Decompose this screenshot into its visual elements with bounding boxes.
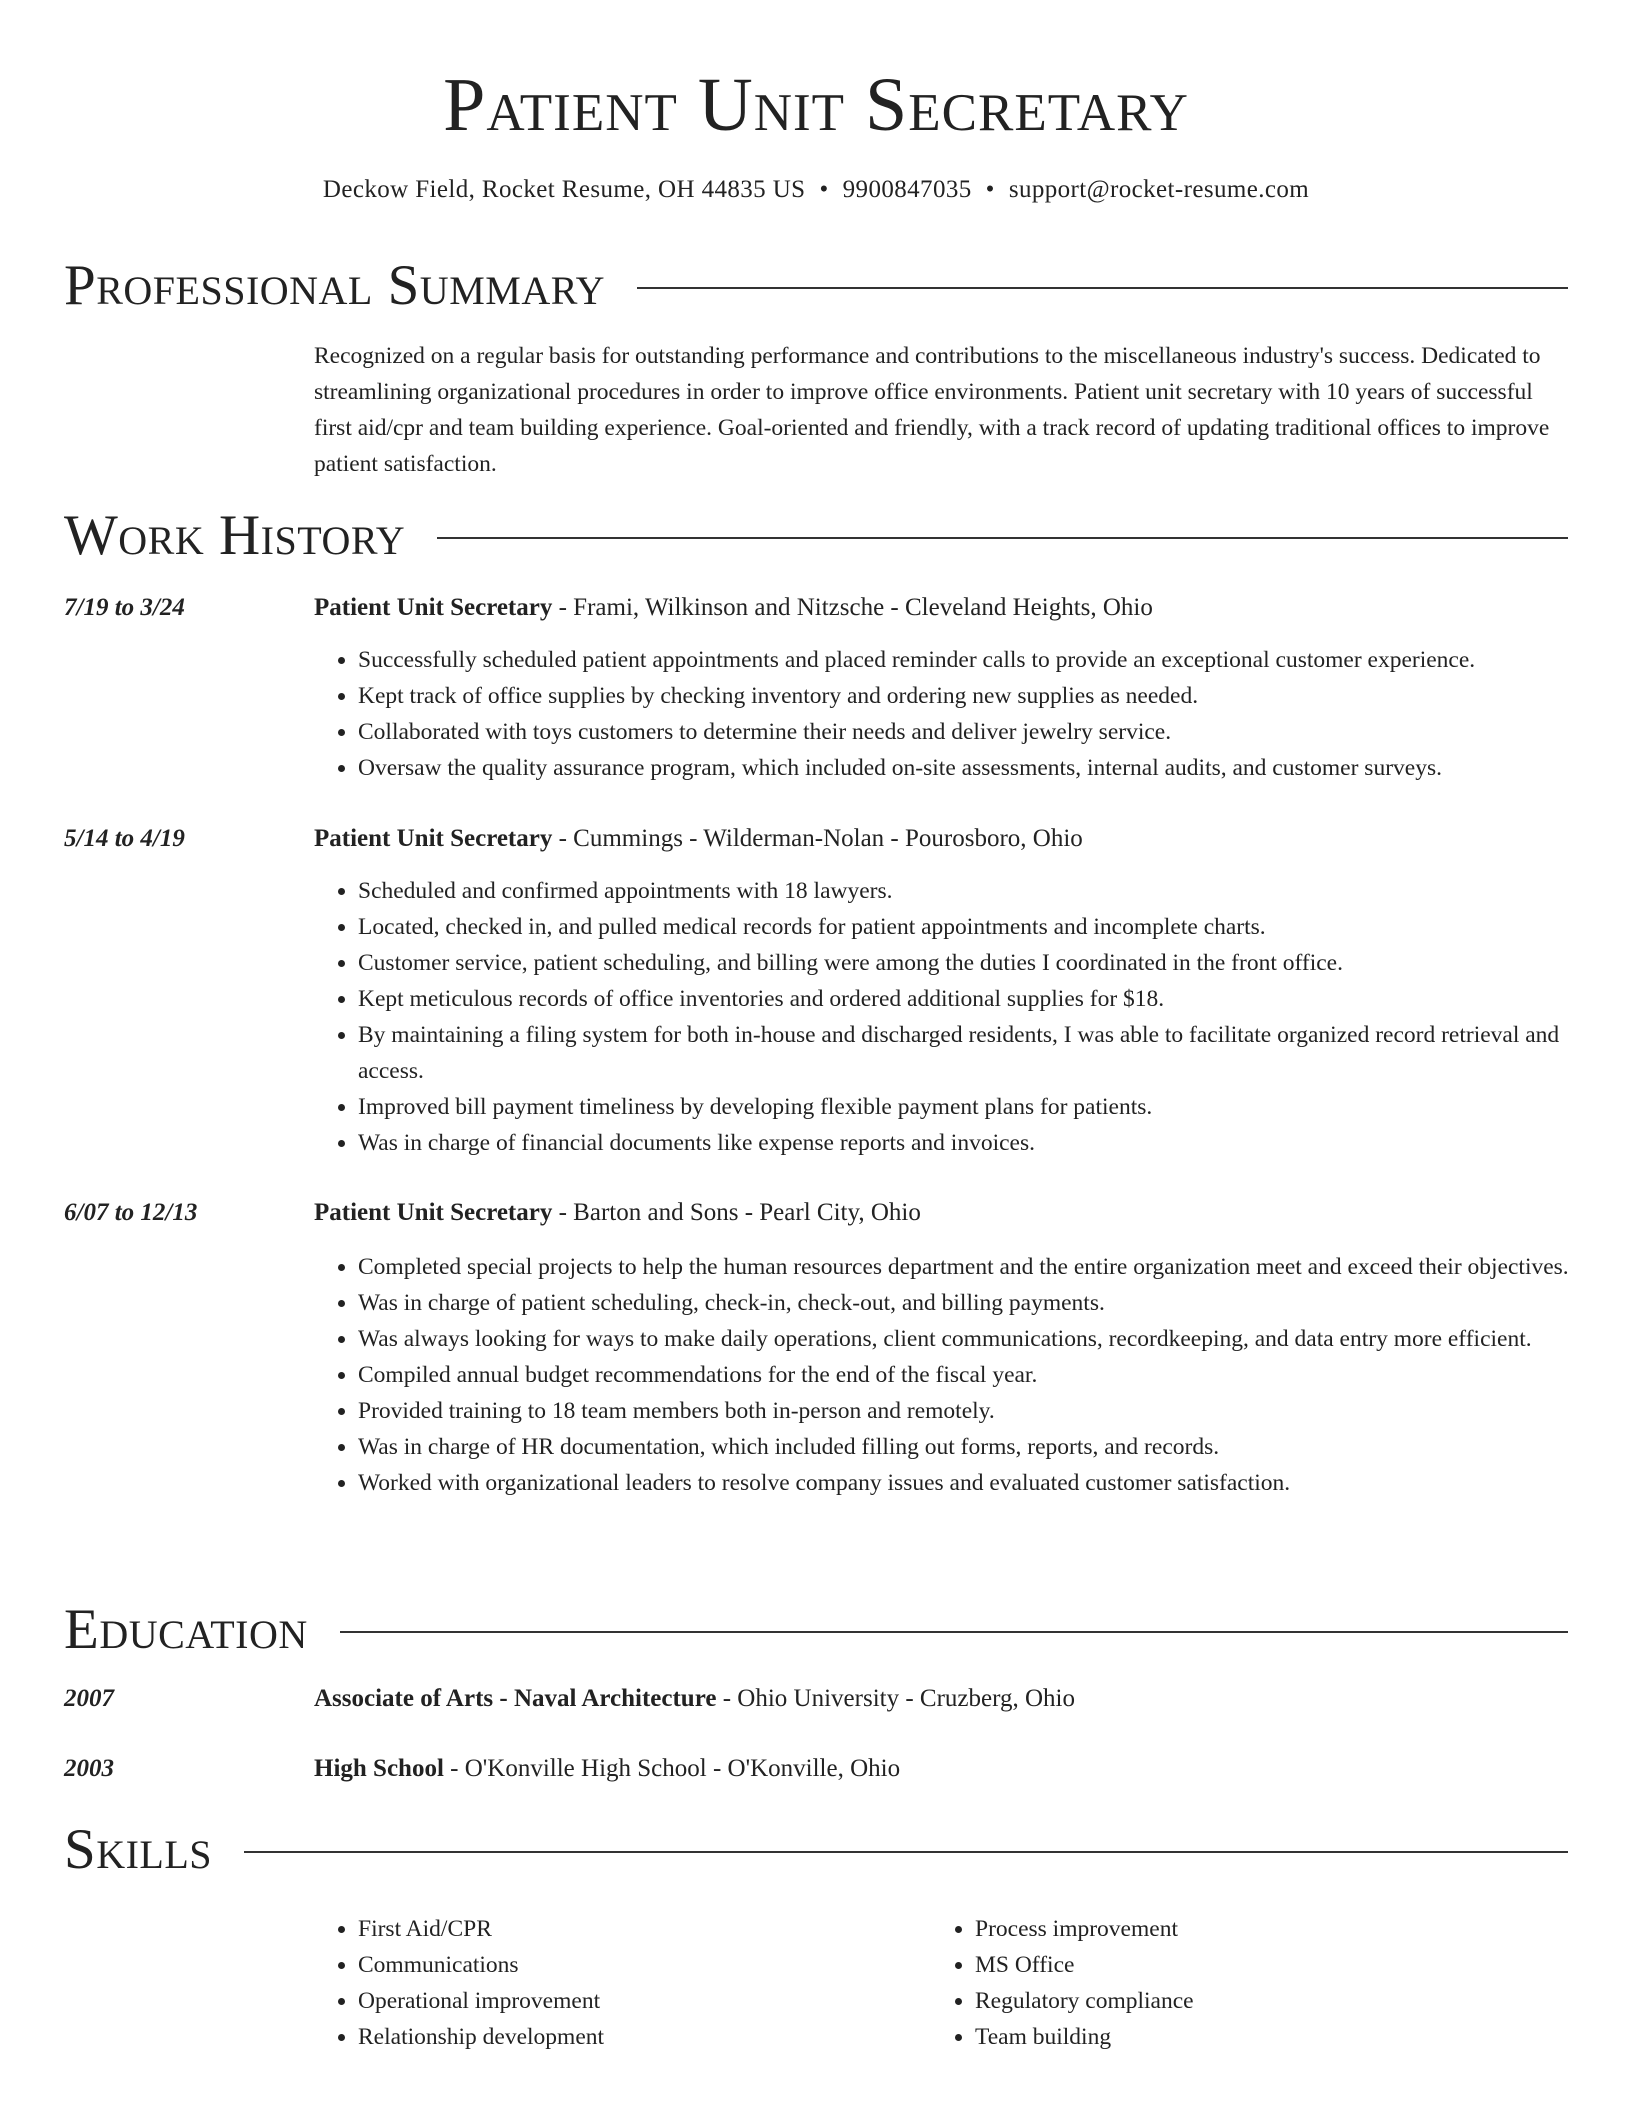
list-item: • Scheduled and confirmed appointments with 18 lawyers. [358,873,1608,909]
education-school: - Ohio University - Cruzberg, Ohio [716,1685,1075,1712]
education-year: 2003 [64,1755,114,1782]
list-item: • Improved bill payment timeliness by developing flexible payment plans for patients. [358,1089,1608,1125]
list-item: • Compiled annual budget recommendations for the end of the fiscal year. [358,1357,1608,1393]
job-employer: - Cummings - Wilderman-Nolan - Pourosboro, Ohio [552,825,1083,852]
education-year: 2007 [64,1685,114,1712]
job-bullets [314,1249,1608,1501]
education-line [314,1683,1564,1715]
section-title-work: Work History [64,504,406,567]
skills-list-right [931,1911,1535,2055]
education-line [314,1753,1564,1785]
list-item: • Was in charge of HR documentation, which included filling out forms, reports, and records. [358,1429,1608,1465]
section-divider [244,1851,1568,1853]
job-bullets [314,873,1608,1161]
skills-section-heading [64,1819,1568,1881]
job-title-line [314,1197,1564,1229]
job-bullets [314,642,1608,786]
list-item: • Worked with organizational leaders to resolve company issues and evaluated customer satisfaction. [358,1465,1608,1501]
work-section-heading [64,505,1568,567]
education-school: - O'Konville High School - O'Konville, Ohio [443,1755,901,1782]
list-item: • Was in charge of financial documents like expense reports and invoices. [358,1125,1608,1161]
list-item: • Provided training to 18 team members both in-person and remotely. [358,1393,1608,1429]
list-item: • Was in charge of patient scheduling, check-in, check-out, and billing payments. [358,1285,1608,1321]
contact-email: support@rocket-resume.com [1008,176,1310,203]
list-item: • Kept meticulous records of office inventories and ordered additional supplies for $18. [358,981,1608,1017]
summary-section-heading [64,255,1568,317]
skill-item: • Team building [975,2019,1535,2055]
section-divider [340,1631,1568,1633]
contact-phone: 9900847035 [842,176,972,203]
list-item: • Completed special projects to help the human resources department and the entire organization meet and exceed their objectives. [358,1249,1608,1285]
list-item: • By maintaining a filing system for both in-house and discharged residents, I was able to facilitate organized record retrieval and access. [358,1017,1608,1089]
job-title: Patient Unit Secretary [314,1199,553,1226]
job-dates: 5/14 to 4/19 [64,825,185,852]
list-item: • Oversaw the quality assurance program, which included on-site assessments, internal audits, and customer surveys. [358,750,1608,786]
section-divider [637,287,1568,289]
skill-item: • Operational improvement [358,1983,918,2019]
job-employer: - Frami, Wilkinson and Nitzsche - Cleveland Heights, Ohio [552,594,1153,621]
skill-item: • Process improvement [975,1911,1535,1947]
education-degree: High School [314,1755,444,1782]
skills-list-left [314,1911,918,2055]
section-title-summary: Professional Summary [64,254,606,317]
candidate-name: Patient Unit Secretary [443,63,1189,147]
skill-item: • Regulatory compliance [975,1983,1535,2019]
list-item: • Collaborated with toys customers to determine their needs and deliver jewelry service. [358,714,1608,750]
skill-item: • MS Office [975,1947,1535,1983]
education-degree: Associate of Arts - Naval Architecture [314,1685,717,1712]
contact-line [0,175,1632,205]
job-title-line [314,823,1564,855]
skill-item: • Relationship development [358,2019,918,2055]
job-dates: 7/19 to 3/24 [64,594,185,621]
contact-separator: • [985,176,995,203]
list-item: • Located, checked in, and pulled medical records for patient appointments and incomplete charts. [358,909,1608,945]
contact-separator: • [819,176,829,203]
job-employer: - Barton and Sons - Pearl City, Ohio [552,1199,921,1226]
contact-address: Deckow Field, Rocket Resume, OH 44835 US [322,176,806,203]
list-item: • Kept track of office supplies by checking inventory and ordering new supplies as needed. [358,678,1608,714]
skill-item: • Communications [358,1947,918,1983]
list-item: • Was always looking for ways to make daily operations, client communications, recordkeeping, and data entry more efficient. [358,1321,1608,1357]
list-item: • Customer service, patient scheduling, and billing were among the duties I coordinated in the front office. [358,945,1608,981]
job-dates: 6/07 to 12/13 [64,1199,198,1226]
section-title-education: Education [64,1598,308,1661]
section-title-skills: Skills [64,1818,213,1881]
summary-text: Recognized on a regular basis for outstanding performance and contributions to the miscellaneous industry's success. Dedicated to streamlining organizational procedures in order to improve office environments. Patient unit secretary with 10 years of successful first aid/cpr and team building experience. Goal-oriented and friendly, with a track record of updating traditional offices to improve patient satisfaction. [314,343,1550,477]
job-title-line [314,592,1564,624]
job-title: Patient Unit Secretary [314,825,553,852]
list-item: • Successfully scheduled patient appointments and placed reminder calls to provide an exceptional customer experience. [358,642,1608,678]
section-divider [437,537,1568,539]
job-title: Patient Unit Secretary [314,594,553,621]
skill-item: • First Aid/CPR [358,1911,918,1947]
education-section-heading [64,1599,1568,1661]
